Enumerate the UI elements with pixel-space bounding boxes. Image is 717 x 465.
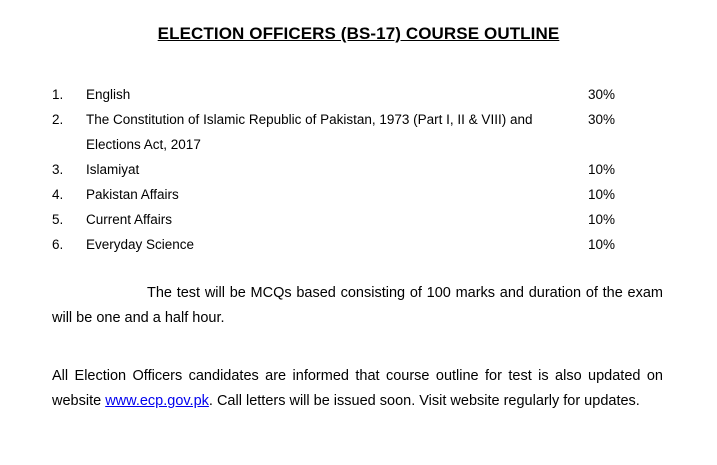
document-title: ELECTION OFFICERS (BS-17) COURSE OUTLINE <box>157 24 560 43</box>
item-subject: English <box>86 87 131 102</box>
item-weight: 10% <box>588 162 616 177</box>
item-number: 4. <box>52 187 64 202</box>
item-weight: 10% <box>588 212 616 227</box>
item-number: 6. <box>52 237 64 252</box>
item-subject: Everyday Science <box>86 237 195 252</box>
notice-text-after-link: . Call letters will be issued soon. Visit website regularly for updates. <box>208 393 640 409</box>
item-subject: Pakistan Affairs <box>86 187 179 202</box>
outline-item-pakistan-affairs <box>52 182 632 207</box>
test-info-paragraph: The test will be MCQs based consisting of 100 marks and duration of the exam will be one and a half hour. <box>52 285 663 326</box>
item-subject: The Constitution of Islamic Republic of Pakistan, 1973 (Part I, II & VIII) and Elections Act, 2017 <box>86 112 533 152</box>
item-number: 1. <box>52 87 64 102</box>
outline-item-constitution <box>52 107 632 157</box>
ecp-website-link[interactable]: www.ecp.gov.pk <box>105 393 209 409</box>
notice-text-before-link: All Election Officers candidates are informed that course outline for test is also updated on website <box>52 368 663 409</box>
item-weight: 30% <box>588 112 616 127</box>
item-number: 2. <box>52 112 64 127</box>
outline-item-islamiyat <box>52 157 632 182</box>
notice-paragraph <box>52 364 663 414</box>
outline-item-current-affairs <box>52 207 632 232</box>
item-subject: Current Affairs <box>86 212 173 227</box>
outline-item-everyday-science <box>52 232 632 257</box>
item-number: 5. <box>52 212 64 227</box>
item-number: 3. <box>52 162 64 177</box>
course-outline-list <box>52 82 632 257</box>
outline-item-english <box>52 82 632 107</box>
item-weight: 30% <box>588 87 616 102</box>
item-weight: 10% <box>588 187 616 202</box>
item-subject: Islamiyat <box>86 162 140 177</box>
item-weight: 10% <box>588 237 616 252</box>
